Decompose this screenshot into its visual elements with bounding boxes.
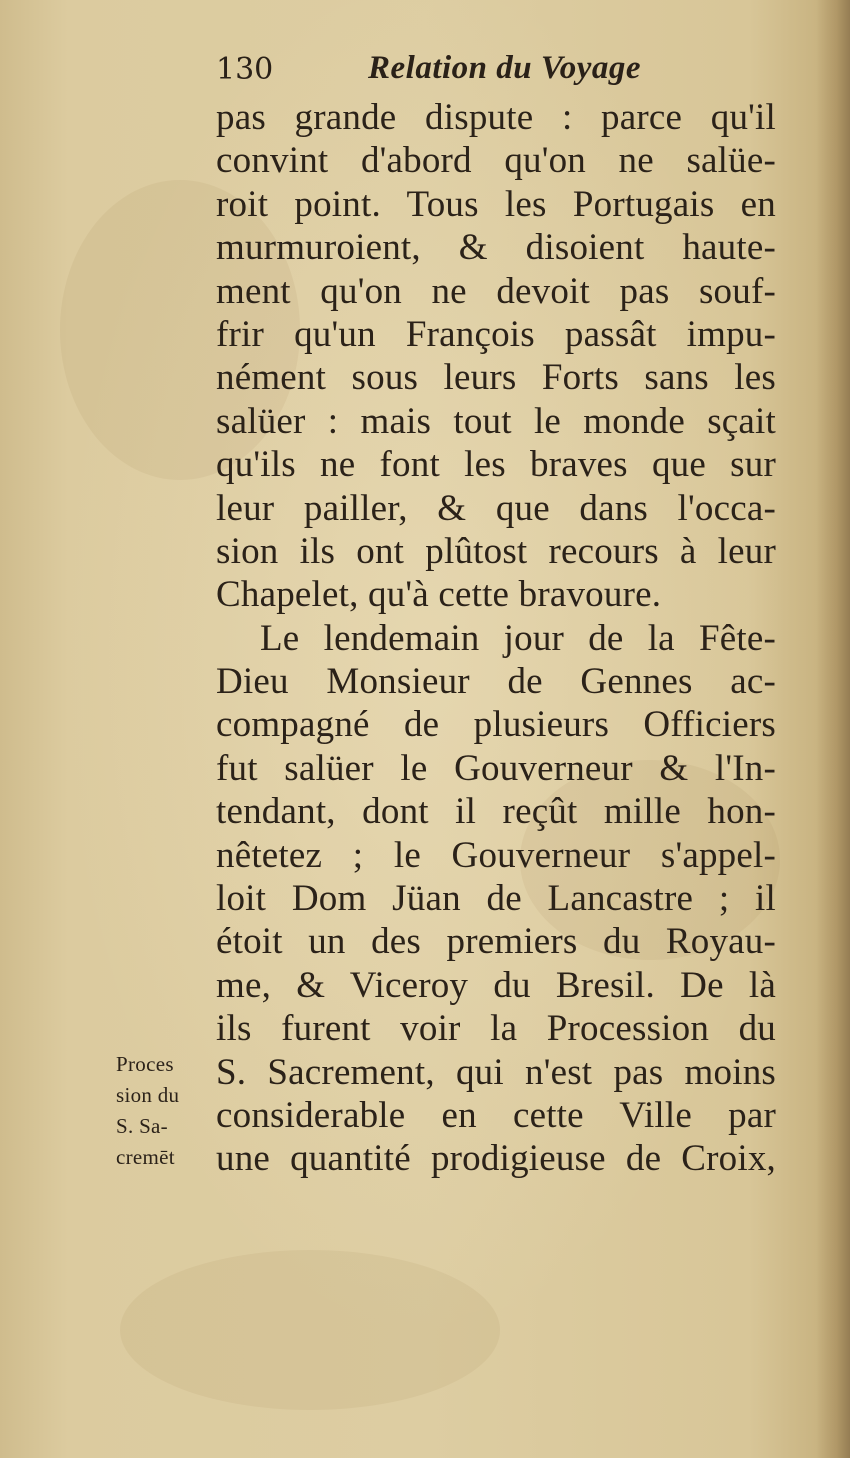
text-line: nêtetez ; le Gouverneur s'appel- (216, 834, 776, 876)
text-line: pas grande dispute : parce qu'il (216, 97, 776, 138)
text-line: étoit un des premiers du Royau- (216, 921, 776, 963)
text-line: loit Dom Jüan de Lancastre ; il (216, 878, 776, 920)
text-line: nément sous leurs Forts sans les (216, 357, 776, 399)
text-line: me, & Viceroy du Bresil. De là (216, 964, 776, 1006)
text-line: tendant, dont il reçût mille hon- (216, 791, 776, 833)
text-line: une quantité prodigieuse de Croix, (216, 1138, 776, 1180)
text-line: considerable en cette Ville par (216, 1094, 776, 1136)
margin-note (116, 1049, 208, 1173)
page-edge-shadow (816, 0, 850, 1458)
text-line: roit point. Tous les Portugais en (216, 183, 776, 225)
text-line: qu'ils ne font les braves que sur (216, 444, 776, 486)
margin-note-line: Proces (116, 1052, 174, 1076)
main-text (216, 96, 776, 1181)
page-header (0, 44, 850, 94)
margin-note-line: S. Sa- (116, 1114, 168, 1138)
margin-note-line: cremēt (116, 1145, 175, 1169)
text-line: salüer : mais tout le monde sçait (216, 400, 776, 442)
text-line: Dieu Monsieur de Gennes ac- (216, 661, 776, 703)
text-line: ment qu'on ne devoit pas souf- (216, 270, 776, 312)
text-line: S. Sacrement, qui n'est pas moins (216, 1051, 776, 1093)
page-number: 130 (216, 52, 274, 87)
text-line: convint d'abord qu'on ne salüe- (216, 140, 776, 182)
text-line: Le lendemain jour de la Fête- (260, 617, 776, 659)
text-line: murmuroient, & disoient haute- (216, 227, 776, 269)
text-line: leur pailler, & que dans l'occa- (216, 487, 776, 529)
text-line: ils furent voir la Procession du (216, 1008, 776, 1050)
text-line: sion ils ont plûtost recours à leur (216, 530, 776, 572)
text-line: fut salüer le Gouverneur & l'In- (216, 747, 776, 789)
text-line: Chapelet, qu'à cette bravoure. (216, 574, 662, 616)
running-title: Relation du Voyage (368, 50, 642, 86)
text-line: frir qu'un François passât impu- (216, 313, 776, 355)
text-line: compagné de plusieurs Officiers (216, 704, 776, 746)
margin-note-line: sion du (116, 1083, 180, 1107)
paper-stain (120, 1250, 500, 1410)
